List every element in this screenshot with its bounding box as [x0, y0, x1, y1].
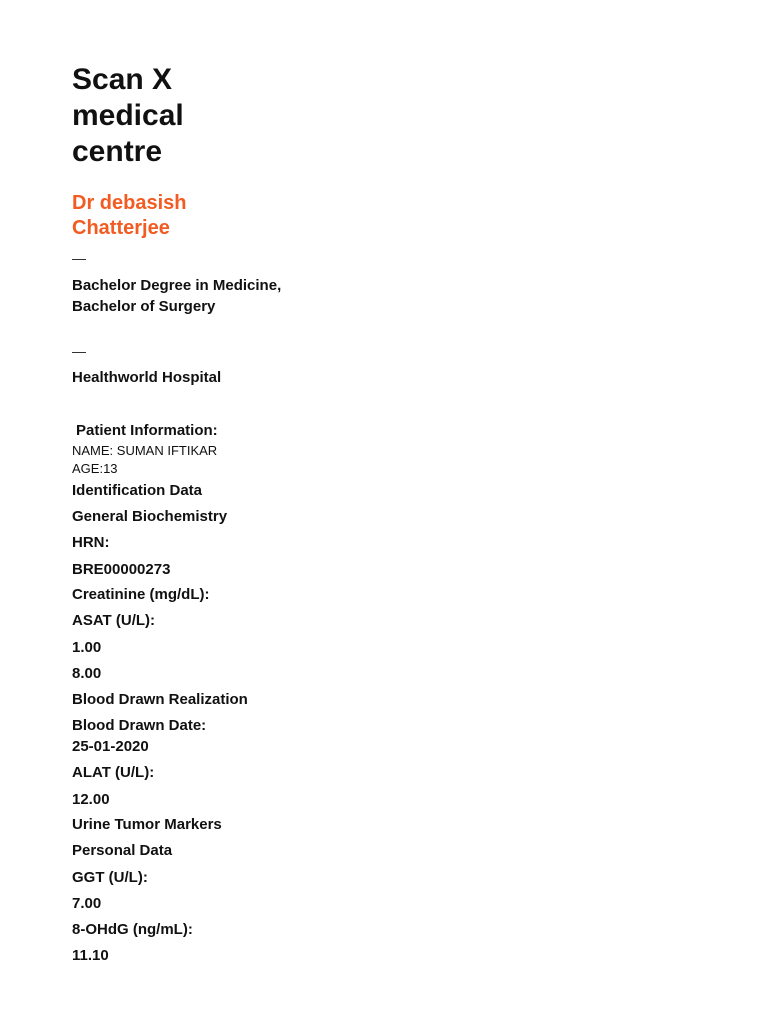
separator-dash: —	[72, 343, 86, 359]
patient-name: NAME: SUMAN IFTIKAR	[72, 443, 218, 458]
clinic-title-line: medical	[72, 99, 184, 132]
report-line: 11.10	[72, 947, 109, 964]
clinic-title-line: Scan X	[72, 63, 173, 96]
degree-line: Bachelor of Surgery	[72, 298, 216, 315]
clinic-title-line: centre	[72, 135, 163, 168]
degree	[72, 275, 281, 317]
report-line: Blood Drawn Realization	[72, 691, 248, 708]
report-line: BRE00000273	[72, 561, 171, 578]
report-line: 25-01-2020	[72, 738, 149, 755]
report-line: ALAT (U/L):	[72, 764, 155, 781]
doctor-name-line: Dr debasish	[72, 192, 187, 214]
patient-age: AGE:13	[72, 461, 118, 476]
report-line: 8-OHdG (ng/mL):	[72, 921, 193, 938]
hospital-name: Healthworld Hospital	[72, 369, 222, 386]
report-line: Personal Data	[72, 842, 173, 859]
report-line: 12.00	[72, 791, 110, 808]
separator-dash: —	[72, 250, 86, 266]
report-line: Identification Data	[72, 482, 203, 499]
patient-info-heading: Patient Information:	[76, 422, 218, 439]
doctor-name	[72, 191, 186, 241]
report-line: General Biochemistry	[72, 508, 228, 525]
report-line: Blood Drawn Date:	[72, 717, 207, 734]
report-line: GGT (U/L):	[72, 869, 148, 886]
degree-line: Bachelor Degree in Medicine,	[72, 277, 282, 294]
report-line: Urine Tumor Markers	[72, 816, 222, 833]
report-line: 1.00	[72, 639, 102, 656]
report-line: 8.00	[72, 665, 102, 682]
report-line: 7.00	[72, 895, 102, 912]
clinic-title	[72, 62, 272, 170]
report-line: HRN:	[72, 534, 110, 551]
report-line: Creatinine (mg/dL):	[72, 586, 210, 603]
doctor-name-line: Chatterjee	[72, 217, 170, 239]
report-line: ASAT (U/L):	[72, 612, 156, 629]
